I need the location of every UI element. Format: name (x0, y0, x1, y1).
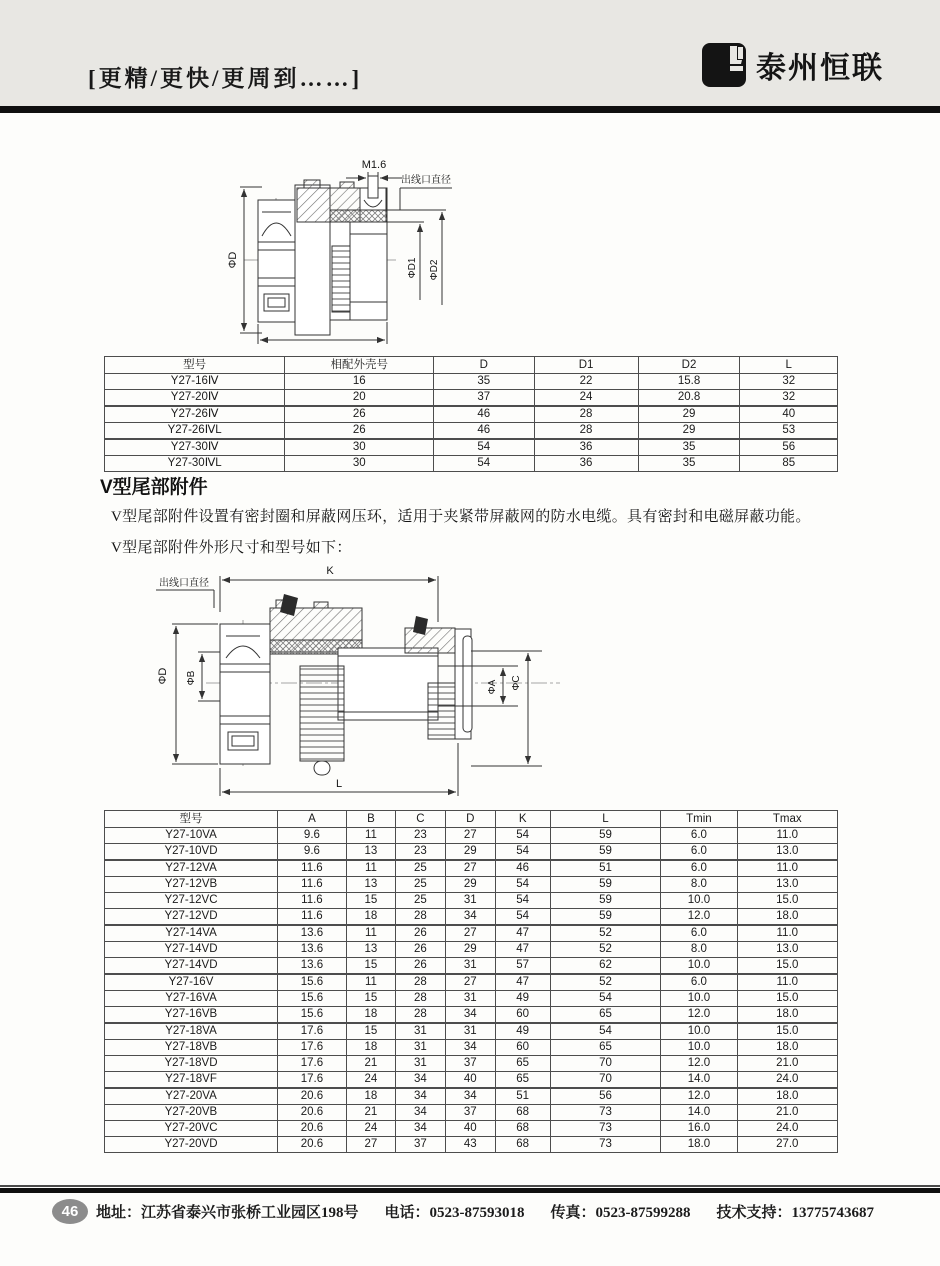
value-cell: 15 (346, 958, 395, 975)
brand-block (701, 42, 884, 88)
value-cell: 37 (445, 1105, 495, 1121)
value-cell: 54 (495, 909, 550, 926)
table-header-row (105, 811, 838, 828)
dim-label-m16: M1.6 (361, 159, 387, 171)
value-cell: 27 (445, 974, 495, 991)
value-cell: 10.0 (661, 1040, 737, 1056)
table-row (105, 974, 838, 991)
value-cell: 23 (395, 844, 445, 861)
value-cell: 68 (495, 1105, 550, 1121)
dim-label-l: L (335, 778, 343, 790)
section-paragraph-2: V型尾部附件外形尺寸和型号如下： (111, 540, 352, 556)
value-cell: 11 (346, 828, 395, 844)
model-cell: Y27-18VB (105, 1040, 278, 1056)
value-cell: 16 (285, 374, 434, 390)
value-cell: 25 (395, 877, 445, 893)
value-cell: 29 (638, 423, 740, 440)
value-cell: 11 (346, 974, 395, 991)
value-cell: 18 (346, 1088, 395, 1105)
value-cell: 35 (434, 374, 534, 390)
value-cell: 31 (445, 1023, 495, 1040)
column-header: 型号 (105, 811, 278, 828)
column-header: B (346, 811, 395, 828)
value-cell: 24 (534, 390, 638, 407)
value-cell: 23 (395, 828, 445, 844)
value-cell: 21 (346, 1056, 395, 1072)
value-cell: 54 (495, 828, 550, 844)
model-cell: Y27-16Ⅳ (105, 374, 285, 390)
model-cell: Y27-26Ⅳ (105, 406, 285, 423)
model-cell: Y27-20VD (105, 1137, 278, 1153)
value-cell: 65 (550, 1007, 661, 1024)
column-header: Tmax (737, 811, 837, 828)
page-footer (52, 1199, 920, 1224)
value-cell: 11.6 (277, 893, 346, 909)
column-header: A (277, 811, 346, 828)
value-cell: 6.0 (661, 844, 737, 861)
value-cell: 28 (534, 423, 638, 440)
value-cell: 20.6 (277, 1137, 346, 1153)
value-cell: 26 (285, 423, 434, 440)
value-cell: 54 (495, 877, 550, 893)
value-cell: 54 (550, 1023, 661, 1040)
value-cell: 25 (395, 860, 445, 877)
value-cell: 60 (495, 1040, 550, 1056)
value-cell: 11.0 (737, 828, 837, 844)
value-cell: 34 (445, 1088, 495, 1105)
company-slogan: [更精/更快/更周到……] (88, 66, 363, 91)
value-cell: 73 (550, 1121, 661, 1137)
value-cell: 59 (550, 844, 661, 861)
table-row (105, 390, 838, 407)
table-row (105, 423, 838, 440)
value-cell: 17.6 (277, 1072, 346, 1089)
value-cell: 8.0 (661, 942, 737, 958)
model-cell: Y27-12VB (105, 877, 278, 893)
company-logo-icon (701, 42, 747, 88)
value-cell: 52 (550, 942, 661, 958)
value-cell: 59 (550, 828, 661, 844)
value-cell: 29 (445, 844, 495, 861)
dim-label-phid2: ΦD2 (429, 259, 440, 281)
table-row (105, 1056, 838, 1072)
value-cell: 26 (395, 942, 445, 958)
table-row (105, 1088, 838, 1105)
column-header: L (740, 357, 838, 374)
value-cell: 40 (445, 1072, 495, 1089)
model-cell: Y27-18VD (105, 1056, 278, 1072)
value-cell: 15.0 (737, 958, 837, 975)
model-cell: Y27-18VF (105, 1072, 278, 1089)
value-cell: 10.0 (661, 991, 737, 1007)
value-cell: 18 (346, 1040, 395, 1056)
column-header: D (434, 357, 534, 374)
value-cell: 54 (434, 456, 534, 472)
value-cell: 22 (534, 374, 638, 390)
value-cell: 28 (534, 406, 638, 423)
value-cell: 20.6 (277, 1121, 346, 1137)
value-cell: 11.0 (737, 974, 837, 991)
value-cell: 36 (534, 439, 638, 456)
value-cell: 60 (495, 1007, 550, 1024)
value-cell: 24.0 (737, 1121, 837, 1137)
value-cell: 25 (395, 893, 445, 909)
value-cell: 13.6 (277, 925, 346, 942)
value-cell: 51 (550, 860, 661, 877)
model-cell: Y27-10VD (105, 844, 278, 861)
value-cell: 15 (346, 1023, 395, 1040)
value-cell: 34 (395, 1072, 445, 1089)
dim-label-phib: ΦB (186, 670, 197, 686)
value-cell: 18.0 (737, 1088, 837, 1105)
footer-fax: 传真：0523-87599288 (550, 1205, 691, 1221)
value-cell: 21 (346, 1105, 395, 1121)
value-cell: 28 (395, 991, 445, 1007)
column-header: Tmin (661, 811, 737, 828)
column-header: 相配外壳号 (285, 357, 434, 374)
value-cell: 18.0 (661, 1137, 737, 1153)
value-cell: 18 (346, 1007, 395, 1024)
value-cell: 46 (434, 423, 534, 440)
header-divider (0, 106, 940, 113)
value-cell: 13 (346, 844, 395, 861)
table-row (105, 893, 838, 909)
model-cell: Y27-16VB (105, 1007, 278, 1024)
model-cell: Y27-20Ⅳ (105, 390, 285, 407)
value-cell: 40 (445, 1121, 495, 1137)
value-cell: 20.8 (638, 390, 740, 407)
value-cell: 70 (550, 1072, 661, 1089)
value-cell: 34 (395, 1121, 445, 1137)
iv-tail-dimension-table (104, 356, 838, 472)
table-row (105, 909, 838, 926)
value-cell: 49 (495, 1023, 550, 1040)
value-cell: 15.6 (277, 991, 346, 1007)
value-cell: 34 (445, 1007, 495, 1024)
value-cell: 11.6 (277, 877, 346, 893)
value-cell: 24.0 (737, 1072, 837, 1089)
column-header: D2 (638, 357, 740, 374)
value-cell: 27.0 (737, 1137, 837, 1153)
value-cell: 17.6 (277, 1023, 346, 1040)
value-cell: 52 (550, 974, 661, 991)
dim-label-outlet-1: 出线口直径 (401, 175, 451, 186)
value-cell: 28 (395, 1007, 445, 1024)
value-cell: 20.6 (277, 1105, 346, 1121)
dim-label-phia: ΦA (487, 679, 498, 695)
value-cell: 47 (495, 925, 550, 942)
model-cell: Y27-12VC (105, 893, 278, 909)
value-cell: 12.0 (661, 1056, 737, 1072)
value-cell: 36 (534, 456, 638, 472)
value-cell: 21.0 (737, 1056, 837, 1072)
value-cell: 28 (395, 974, 445, 991)
value-cell: 29 (638, 406, 740, 423)
column-header: 型号 (105, 357, 285, 374)
v-tail-dimension-table (104, 810, 838, 1153)
value-cell: 26 (395, 958, 445, 975)
value-cell: 28 (395, 909, 445, 926)
dim-label-phid1: ΦD1 (407, 257, 418, 279)
footer-divider-thick (0, 1188, 940, 1193)
value-cell: 49 (495, 991, 550, 1007)
value-cell: 85 (740, 456, 838, 472)
value-cell: 34 (395, 1105, 445, 1121)
value-cell: 57 (495, 958, 550, 975)
model-cell: Y27-16VA (105, 991, 278, 1007)
value-cell: 30 (285, 439, 434, 456)
value-cell: 59 (550, 877, 661, 893)
value-cell: 46 (434, 406, 534, 423)
value-cell: 35 (638, 439, 740, 456)
value-cell: 32 (740, 374, 838, 390)
value-cell: 21.0 (737, 1105, 837, 1121)
value-cell: 6.0 (661, 860, 737, 877)
value-cell: 54 (495, 844, 550, 861)
value-cell: 15.0 (737, 1023, 837, 1040)
value-cell: 8.0 (661, 877, 737, 893)
dim-label-outlet-2: 出线口直径 (159, 578, 209, 589)
value-cell: 27 (445, 860, 495, 877)
value-cell: 6.0 (661, 974, 737, 991)
model-cell: Y27-14VD (105, 942, 278, 958)
value-cell: 53 (740, 423, 838, 440)
model-cell: Y27-20VC (105, 1121, 278, 1137)
value-cell: 13.0 (737, 877, 837, 893)
column-header: D (445, 811, 495, 828)
table-row (105, 1121, 838, 1137)
value-cell: 31 (445, 893, 495, 909)
model-cell: Y27-12VA (105, 860, 278, 877)
value-cell: 54 (550, 991, 661, 1007)
connector-drawing-iv-tail (228, 150, 652, 357)
value-cell: 46 (495, 860, 550, 877)
model-cell: Y27-26ⅣL (105, 423, 285, 440)
value-cell: 10.0 (661, 958, 737, 975)
value-cell: 54 (495, 893, 550, 909)
value-cell: 18.0 (737, 909, 837, 926)
value-cell: 13.6 (277, 958, 346, 975)
table-row (105, 828, 838, 844)
value-cell: 62 (550, 958, 661, 975)
value-cell: 37 (445, 1056, 495, 1072)
table-row (105, 860, 838, 877)
value-cell: 24 (346, 1121, 395, 1137)
value-cell: 10.0 (661, 1023, 737, 1040)
value-cell: 12.0 (661, 1007, 737, 1024)
section-paragraph-1: V型尾部附件设置有密封圈和屏蔽网压环，适用于夹紧带屏蔽网的防水电缆。具有密封和电磁屏蔽功能。 (111, 509, 811, 525)
model-cell: Y27-14VD (105, 958, 278, 975)
value-cell: 18.0 (737, 1040, 837, 1056)
table-row (105, 439, 838, 456)
value-cell: 31 (445, 991, 495, 1007)
table-header-row (105, 357, 838, 374)
table-row (105, 1023, 838, 1040)
value-cell: 20.6 (277, 1088, 346, 1105)
value-cell: 73 (550, 1137, 661, 1153)
table-row (105, 1007, 838, 1024)
value-cell: 29 (445, 942, 495, 958)
value-cell: 68 (495, 1121, 550, 1137)
table-row (105, 406, 838, 423)
value-cell: 15.0 (737, 991, 837, 1007)
value-cell: 56 (550, 1088, 661, 1105)
value-cell: 18.0 (737, 1007, 837, 1024)
value-cell: 14.0 (661, 1105, 737, 1121)
value-cell: 18 (346, 909, 395, 926)
value-cell: 40 (740, 406, 838, 423)
brand-name: 泰州恒联 (756, 52, 884, 85)
value-cell: 32 (740, 390, 838, 407)
value-cell: 13 (346, 942, 395, 958)
value-cell: 65 (550, 1040, 661, 1056)
value-cell: 10.0 (661, 893, 737, 909)
value-cell: 15.6 (277, 1007, 346, 1024)
value-cell: 47 (495, 974, 550, 991)
table-row (105, 942, 838, 958)
value-cell: 15 (346, 893, 395, 909)
value-cell: 43 (445, 1137, 495, 1153)
value-cell: 12.0 (661, 909, 737, 926)
value-cell: 17.6 (277, 1040, 346, 1056)
dim-label-phid: ΦD (228, 251, 239, 269)
value-cell: 11.6 (277, 860, 346, 877)
column-header: L (550, 811, 661, 828)
value-cell: 24 (346, 1072, 395, 1089)
table-row (105, 877, 838, 893)
model-cell: Y27-12VD (105, 909, 278, 926)
model-cell: Y27-10VA (105, 828, 278, 844)
value-cell: 35 (638, 456, 740, 472)
value-cell: 51 (495, 1088, 550, 1105)
value-cell: 34 (445, 1040, 495, 1056)
value-cell: 68 (495, 1137, 550, 1153)
page-header (0, 0, 940, 106)
value-cell: 31 (445, 958, 495, 975)
value-cell: 47 (495, 942, 550, 958)
column-header: K (495, 811, 550, 828)
footer-phone: 电话：0523-87593018 (384, 1205, 525, 1221)
model-cell: Y27-20VB (105, 1105, 278, 1121)
value-cell: 34 (395, 1088, 445, 1105)
column-header: D1 (534, 357, 638, 374)
value-cell: 14.0 (661, 1072, 737, 1089)
value-cell: 15.6 (277, 974, 346, 991)
table-row (105, 1072, 838, 1089)
value-cell: 11 (346, 925, 395, 942)
value-cell: 13.6 (277, 942, 346, 958)
dim-label-phic: ΦC (511, 675, 522, 691)
table-row (105, 1105, 838, 1121)
value-cell: 27 (445, 925, 495, 942)
value-cell: 31 (395, 1023, 445, 1040)
value-cell: 11 (346, 860, 395, 877)
value-cell: 31 (395, 1040, 445, 1056)
value-cell: 59 (550, 909, 661, 926)
table-row (105, 1040, 838, 1056)
table-row (105, 958, 838, 975)
value-cell: 26 (285, 406, 434, 423)
model-cell: Y27-30ⅣL (105, 456, 285, 472)
value-cell: 6.0 (661, 925, 737, 942)
model-cell: Y27-14VA (105, 925, 278, 942)
value-cell: 65 (495, 1072, 550, 1089)
value-cell: 27 (346, 1137, 395, 1153)
value-cell: 27 (445, 828, 495, 844)
value-cell: 9.6 (277, 828, 346, 844)
value-cell: 37 (395, 1137, 445, 1153)
table-row (105, 844, 838, 861)
value-cell: 56 (740, 439, 838, 456)
value-cell: 11.0 (737, 925, 837, 942)
value-cell: 34 (445, 909, 495, 926)
value-cell: 20 (285, 390, 434, 407)
value-cell: 16.0 (661, 1121, 737, 1137)
table-row (105, 456, 838, 472)
value-cell: 52 (550, 925, 661, 942)
column-header: C (395, 811, 445, 828)
model-cell: Y27-20VA (105, 1088, 278, 1105)
value-cell: 13 (346, 877, 395, 893)
footer-address: 地址：江苏省泰兴市张桥工业园区198号 (96, 1205, 359, 1221)
value-cell: 9.6 (277, 844, 346, 861)
page-number-badge: 46 (52, 1199, 88, 1224)
value-cell: 15.8 (638, 374, 740, 390)
value-cell: 65 (495, 1056, 550, 1072)
model-cell: Y27-30Ⅳ (105, 439, 285, 456)
table-row (105, 374, 838, 390)
value-cell: 73 (550, 1105, 661, 1121)
value-cell: 37 (434, 390, 534, 407)
footer-divider-thin (0, 1185, 940, 1187)
table-row (105, 991, 838, 1007)
value-cell: 15 (346, 991, 395, 1007)
value-cell: 17.6 (277, 1056, 346, 1072)
dim-label-k: K (326, 565, 334, 577)
value-cell: 13.0 (737, 844, 837, 861)
value-cell: 15.0 (737, 893, 837, 909)
value-cell: 59 (550, 893, 661, 909)
value-cell: 70 (550, 1056, 661, 1072)
value-cell: 13.0 (737, 942, 837, 958)
value-cell: 11.0 (737, 860, 837, 877)
footer-support: 技术支持：13775743687 (716, 1205, 875, 1221)
table-row (105, 925, 838, 942)
value-cell: 30 (285, 456, 434, 472)
value-cell: 6.0 (661, 828, 737, 844)
value-cell: 54 (434, 439, 534, 456)
dim-label-phid-2: ΦD (157, 667, 169, 685)
model-cell: Y27-16V (105, 974, 278, 991)
model-cell: Y27-18VA (105, 1023, 278, 1040)
value-cell: 26 (395, 925, 445, 942)
value-cell: 29 (445, 877, 495, 893)
connector-drawing-v-tail (118, 556, 570, 813)
table-row (105, 1137, 838, 1153)
section-title-v-tail: V型尾部附件 (100, 477, 208, 498)
value-cell: 12.0 (661, 1088, 737, 1105)
value-cell: 31 (395, 1056, 445, 1072)
value-cell: 11.6 (277, 909, 346, 926)
